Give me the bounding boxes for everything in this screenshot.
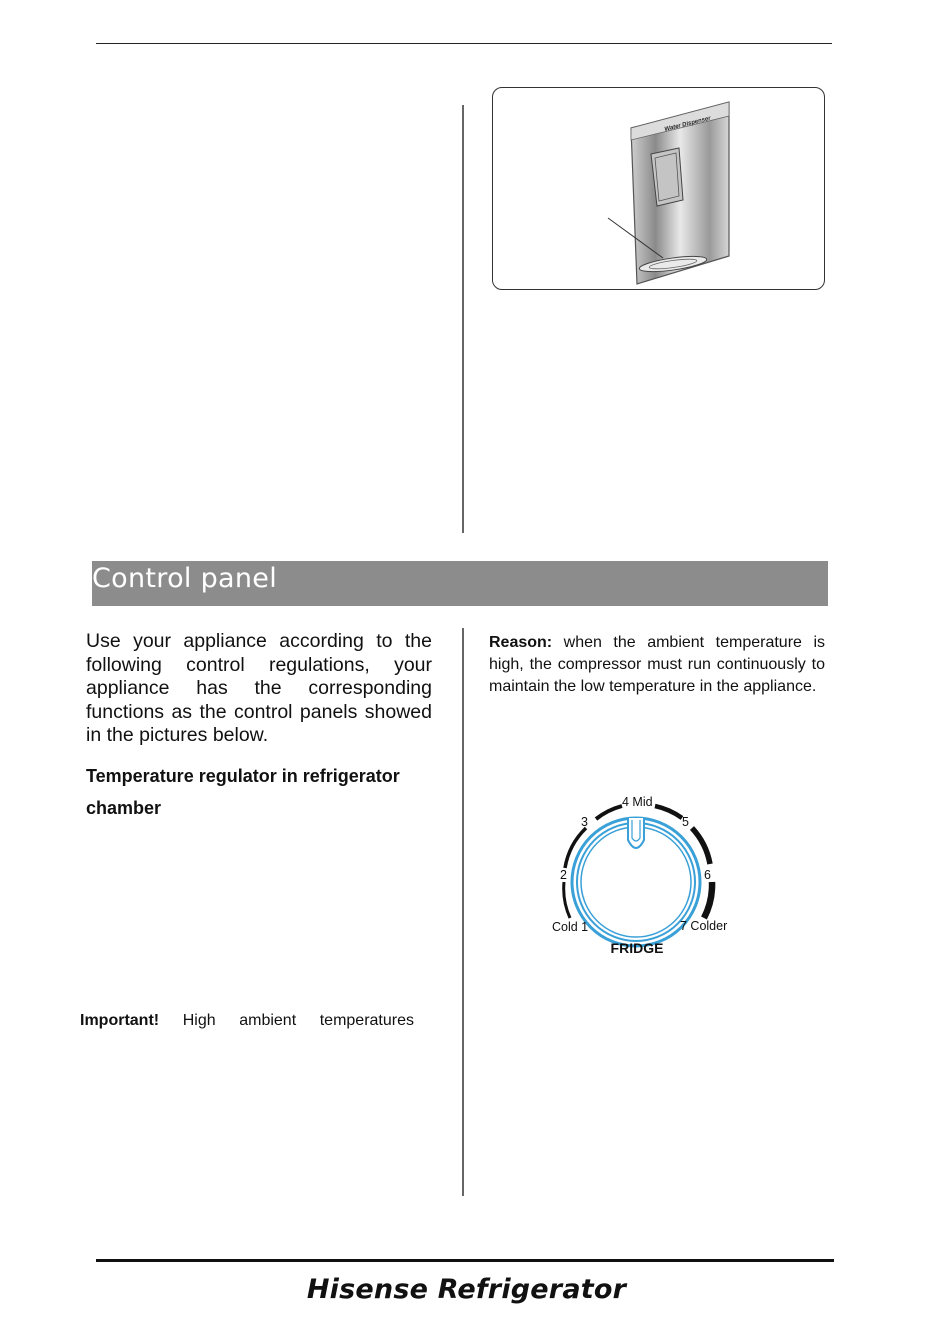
dial-mark-7: 7 Colder [680, 919, 728, 933]
dispenser-label: Water Dispenser [664, 115, 712, 133]
intro-paragraph: Use your appliance according to the following control regulations, your appliance has the corresponding functions as the control panels showed in the pictures below. [86, 630, 432, 747]
brand-logo: Hisense Refrigerator [306, 1274, 627, 1305]
dial-mark-6: 6 [704, 868, 711, 882]
dial-mark-3: 3 [581, 815, 588, 829]
reason-label: Reason: [489, 634, 553, 651]
footer-rule [96, 1259, 834, 1262]
water-dispenser-illustration [493, 88, 826, 291]
important-note [80, 1011, 414, 1031]
column-divider-bottom [462, 628, 464, 1196]
dial-mark-1: Cold 1 [552, 920, 589, 934]
important-label: Important! [80, 1012, 160, 1029]
dial-mark-5: 5 [682, 815, 689, 829]
dispenser-figure [492, 87, 825, 290]
dial-caption: FRIDGE [610, 940, 664, 956]
top-rule [96, 43, 832, 44]
important-text: High ambient temperatures [182, 1012, 415, 1029]
reason-note [489, 632, 825, 698]
section-title: Control panel [92, 563, 277, 594]
dial-mark-2: 2 [560, 868, 567, 882]
temperature-regulator-heading: Temperature regulator in refrigerator chamber [86, 766, 400, 818]
column-divider-top [462, 105, 464, 533]
reason-text: when the ambient temperature is high, the compressor must run continuously to maintain the low temperature in the appliance. [489, 634, 825, 695]
dial-mark-4: 4 Mid [622, 795, 653, 809]
fridge-temperature-dial [540, 790, 740, 965]
